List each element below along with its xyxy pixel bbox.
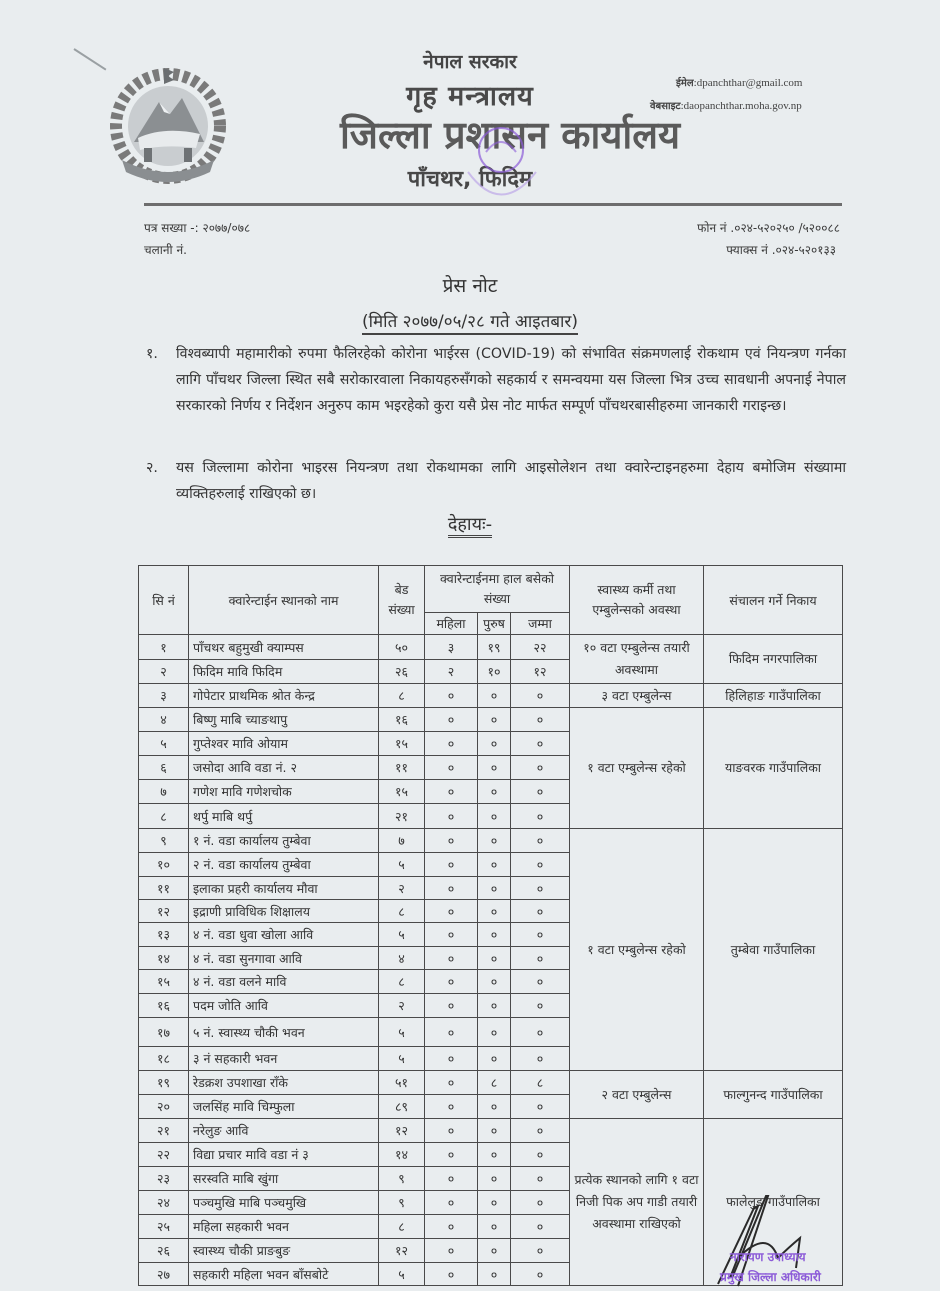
signatory-name: नारायण उपाध्याय xyxy=(730,1250,806,1264)
row-female: ० xyxy=(425,947,478,970)
row-female: ० xyxy=(425,994,478,1018)
phone-number: फोन नं .०२४-५२०२५० /५२००८८ xyxy=(697,221,840,235)
header-name: क्वारेन्टाईन स्थानको नाम xyxy=(189,566,379,635)
row-total: ० xyxy=(511,804,570,829)
row-female: ० xyxy=(425,900,478,923)
row-female: ० xyxy=(425,684,478,708)
row-male: ० xyxy=(478,900,511,923)
row-sn: ८ xyxy=(139,804,189,829)
row-total: ० xyxy=(511,1191,570,1215)
row-male: ० xyxy=(478,853,511,877)
dehay-heading xyxy=(0,512,940,536)
office-stamp xyxy=(456,122,546,212)
row-total: ० xyxy=(511,1095,570,1119)
paragraph-text: विश्वब्यापी महामारीको रुपमा फैलिरहेको कोरोना भाईरस (COVID-19) को संभावित संक्रमणलाई रोकथाम एवं नियन्त्रण गर्नका लागि पाँचथर जिल्ला स्थित सबै सरोकारवाला निकायहरुसँगको सहकार्य र समन्वयमा यस जिल्ला भित्र उच्च सावधानी अपनाई नेपाल सरकारको निर्णय र निर्देशन अनुरुप काम भइरहेको कुरा यसै प्रेस नोट मार्फत सम्पूर्ण पाँचथरबासीहरुमा जानकारी गराइन्छ। xyxy=(176,346,846,414)
row-beds: ५ xyxy=(379,853,425,877)
row-beds: ८ xyxy=(379,900,425,923)
row-sn: ६ xyxy=(139,756,189,780)
row-name: गोपेटार प्राथमिक श्रोत केन्द्र xyxy=(189,684,379,708)
row-health-status: २ वटा एम्बुलेन्स xyxy=(570,1071,704,1119)
paragraph-2 xyxy=(146,455,846,507)
header-total: जम्मा xyxy=(511,613,570,635)
row-male: ० xyxy=(478,1263,511,1286)
paragraph-1 xyxy=(146,341,846,419)
row-female: ३ xyxy=(425,635,478,660)
row-sn: १७ xyxy=(139,1018,189,1047)
row-sn: ११ xyxy=(139,877,189,900)
table-row xyxy=(139,635,843,660)
table-row xyxy=(139,829,843,853)
row-total: ० xyxy=(511,853,570,877)
header-beds: बेड संख्या xyxy=(379,566,425,635)
row-name: जसोदा आवि वडा नं. २ xyxy=(189,756,379,780)
row-sn: २६ xyxy=(139,1239,189,1263)
row-name: रेडक्रश उपशाखा राँके xyxy=(189,1071,379,1095)
row-beds: ५ xyxy=(379,1047,425,1071)
row-female: ० xyxy=(425,1167,478,1191)
row-sn: १० xyxy=(139,853,189,877)
row-male: ० xyxy=(478,1239,511,1263)
row-health-status: १ वटा एम्बुलेन्स रहेको xyxy=(570,708,704,829)
row-male: ० xyxy=(478,1018,511,1047)
row-name: १ नं. वडा कार्यालय तुम्बेवा xyxy=(189,829,379,853)
row-female: ० xyxy=(425,877,478,900)
row-name: सहकारी महिला भवन बाँसबोटे xyxy=(189,1263,379,1286)
website-link[interactable]: daopanchthar.moha.gov.np xyxy=(683,100,802,112)
row-sn: ३ xyxy=(139,684,189,708)
row-beds: ५ xyxy=(379,923,425,947)
row-total: ० xyxy=(511,877,570,900)
row-name: महिला सहकारी भवन xyxy=(189,1215,379,1239)
row-operator: तुम्बेवा गाउँपालिका xyxy=(704,829,843,1071)
row-name: सरस्वति माबि खुंगा xyxy=(189,1167,379,1191)
row-name: गणेश मावि गणेशचोक xyxy=(189,780,379,804)
row-female: ० xyxy=(425,970,478,994)
row-beds: २ xyxy=(379,877,425,900)
row-sn: २३ xyxy=(139,1167,189,1191)
row-male: १० xyxy=(478,660,511,684)
row-female: ० xyxy=(425,1239,478,1263)
row-beds: १५ xyxy=(379,780,425,804)
paragraph-text: यस जिल्लामा कोरोना भाइरस नियन्त्रण तथा रोकथामका लागि आइसोलेशन तथा क्वारेन्टाइनहरुमा देहाय बमोजिम संख्यामा व्यक्तिहरुलाई राखिएको छ। xyxy=(176,460,846,502)
date-text: (मिति २०७७/०५/२८ गते आइतबार) xyxy=(362,312,578,335)
row-total: ० xyxy=(511,1215,570,1239)
row-male: ० xyxy=(478,756,511,780)
row-female: ० xyxy=(425,804,478,829)
table-row xyxy=(139,1119,843,1143)
row-name: गुप्तेश्वर मावि ओयाम xyxy=(189,732,379,756)
header-female: महिला xyxy=(425,613,478,635)
row-male: ० xyxy=(478,708,511,732)
row-beds: ७ xyxy=(379,829,425,853)
email-line: ईमेल:dpanchthar@gmail.com xyxy=(676,77,803,89)
row-name: २ नं. वडा कार्यालय तुम्बेवा xyxy=(189,853,379,877)
row-operator: फालेलुङ गाउँपालिका xyxy=(704,1119,843,1286)
row-female: ० xyxy=(425,756,478,780)
row-sn: २५ xyxy=(139,1215,189,1239)
quarantine-table xyxy=(138,565,843,1286)
row-female: ० xyxy=(425,1215,478,1239)
row-female: ० xyxy=(425,829,478,853)
row-beds: ८ xyxy=(379,684,425,708)
row-male: ० xyxy=(478,1119,511,1143)
row-male: ० xyxy=(478,994,511,1018)
row-sn: २७ xyxy=(139,1263,189,1286)
row-total: ० xyxy=(511,1167,570,1191)
row-beds: ५१ xyxy=(379,1071,425,1095)
row-total: ० xyxy=(511,1119,570,1143)
row-name: ३ नं सहकारी भवन xyxy=(189,1047,379,1071)
row-male: ० xyxy=(478,1167,511,1191)
row-total: ० xyxy=(511,947,570,970)
row-beds: १४ xyxy=(379,1143,425,1167)
row-female: ० xyxy=(425,1018,478,1047)
fax-number: फ्याक्स नं .०२४-५२०१३३ xyxy=(726,243,836,257)
row-total: ८ xyxy=(511,1071,570,1095)
row-sn: १५ xyxy=(139,970,189,994)
row-male: ८ xyxy=(478,1071,511,1095)
email-label: ईमेल xyxy=(676,78,694,89)
row-male: ० xyxy=(478,684,511,708)
signature-block xyxy=(708,1188,848,1288)
dispatch-number: चलानी नं. xyxy=(144,243,187,257)
row-beds: ८ xyxy=(379,970,425,994)
email-link[interactable]: dpanchthar@gmail.com xyxy=(696,77,803,89)
row-female: ० xyxy=(425,1071,478,1095)
dehay-text: देहायः- xyxy=(448,514,492,538)
row-name: विद्या प्रचार मावि वडा नं ३ xyxy=(189,1143,379,1167)
press-note-date xyxy=(0,309,940,332)
row-female: ० xyxy=(425,732,478,756)
office-location: पाँचथर, फिदिम xyxy=(407,167,533,192)
row-total: ० xyxy=(511,780,570,804)
row-male: ० xyxy=(478,829,511,853)
row-total: ० xyxy=(511,994,570,1018)
row-sn: २४ xyxy=(139,1191,189,1215)
row-beds: २६ xyxy=(379,660,425,684)
press-note-title: प्रेस नोट xyxy=(442,275,498,297)
row-beds: ९ xyxy=(379,1167,425,1191)
row-male: ० xyxy=(478,947,511,970)
row-sn: १ xyxy=(139,635,189,660)
row-total: ० xyxy=(511,829,570,853)
table-row xyxy=(139,684,843,708)
row-sn: ५ xyxy=(139,732,189,756)
row-name: थर्पु माबि थर्पु xyxy=(189,804,379,829)
row-beds: २ xyxy=(379,994,425,1018)
row-name: बिष्णु माबि च्याङथापु xyxy=(189,708,379,732)
header-male: पुरुष xyxy=(478,613,511,635)
row-sn: १९ xyxy=(139,1071,189,1095)
row-health-status: प्रत्येक स्थानको लागि १ वटा निजी पिक अप गाडी तयारी अवस्थामा राखिएको xyxy=(570,1119,704,1286)
row-name: ४ नं. वडा वलने मावि xyxy=(189,970,379,994)
row-name: स्वास्थ्य चौकी प्राङबुङ xyxy=(189,1239,379,1263)
row-female: ० xyxy=(425,708,478,732)
row-total: ० xyxy=(511,900,570,923)
row-beds: ५ xyxy=(379,1263,425,1286)
row-sn: १२ xyxy=(139,900,189,923)
row-beds: ५० xyxy=(379,635,425,660)
row-total: ० xyxy=(511,708,570,732)
ministry-name: गृह मन्त्रालय xyxy=(406,81,534,112)
row-name: इद्राणी प्राविधिक शिक्षालय xyxy=(189,900,379,923)
paragraph-number: २. xyxy=(146,460,158,476)
row-health-status: १० वटा एम्बुलेन्स तयारी अवस्थामा xyxy=(570,635,704,684)
row-total: ० xyxy=(511,1239,570,1263)
row-beds: ८९ xyxy=(379,1095,425,1119)
row-beds: ८ xyxy=(379,1215,425,1239)
row-total: ० xyxy=(511,1143,570,1167)
row-name: ४ नं. वडा सुनगावा आवि xyxy=(189,947,379,970)
row-female: ० xyxy=(425,1095,478,1119)
row-beds: १२ xyxy=(379,1119,425,1143)
row-health-status: ३ वटा एम्बुलेन्स xyxy=(570,684,704,708)
row-male: ० xyxy=(478,877,511,900)
row-name: पदम जोति आवि xyxy=(189,994,379,1018)
row-total: ० xyxy=(511,684,570,708)
row-sn: ४ xyxy=(139,708,189,732)
government-name: नेपाल सरकार xyxy=(423,51,517,73)
row-total: ० xyxy=(511,1018,570,1047)
row-beds: ५ xyxy=(379,1018,425,1047)
row-female: ० xyxy=(425,1143,478,1167)
row-beds: २१ xyxy=(379,804,425,829)
row-name: पञ्चमुखि माबि पञ्चमुखि xyxy=(189,1191,379,1215)
row-beds: ९ xyxy=(379,1191,425,1215)
row-sn: ९ xyxy=(139,829,189,853)
row-sn: १३ xyxy=(139,923,189,947)
row-total: ० xyxy=(511,1047,570,1071)
row-female: ० xyxy=(425,1047,478,1071)
row-male: ० xyxy=(478,1143,511,1167)
row-sn: १४ xyxy=(139,947,189,970)
row-total: १२ xyxy=(511,660,570,684)
row-name: फिदिम मावि फिदिम xyxy=(189,660,379,684)
row-beds: १२ xyxy=(379,1239,425,1263)
row-male: ० xyxy=(478,1047,511,1071)
row-beds: १६ xyxy=(379,708,425,732)
table-row xyxy=(139,1071,843,1095)
row-beds: ११ xyxy=(379,756,425,780)
row-total: ० xyxy=(511,970,570,994)
row-beds: ४ xyxy=(379,947,425,970)
paragraph-number: १. xyxy=(146,346,158,362)
row-operator: हिलिहाङ गाउँपालिका xyxy=(704,684,843,708)
row-female: ० xyxy=(425,1191,478,1215)
row-male: ० xyxy=(478,1215,511,1239)
row-operator: याङवरक गाउँपालिका xyxy=(704,708,843,829)
letterhead-divider xyxy=(144,203,842,206)
row-female: ० xyxy=(425,853,478,877)
row-female: ० xyxy=(425,780,478,804)
row-operator: फिदिम नगरपालिका xyxy=(704,635,843,684)
row-sn: ७ xyxy=(139,780,189,804)
row-sn: २१ xyxy=(139,1119,189,1143)
row-female: २ xyxy=(425,660,478,684)
row-total: ० xyxy=(511,756,570,780)
row-sn: १६ xyxy=(139,994,189,1018)
website-label: वेबसाइट xyxy=(650,101,681,112)
row-male: ० xyxy=(478,732,511,756)
row-male: ० xyxy=(478,1095,511,1119)
row-sn: १८ xyxy=(139,1047,189,1071)
row-total: ० xyxy=(511,923,570,947)
office-name: जिल्ला प्रशासन कार्यालय xyxy=(339,113,681,157)
row-female: ० xyxy=(425,1263,478,1286)
row-female: ० xyxy=(425,1119,478,1143)
row-sn: २ xyxy=(139,660,189,684)
row-operator: फाल्गुनन्द गाउँपालिका xyxy=(704,1071,843,1119)
row-name: जलसिंह मावि चिम्फुला xyxy=(189,1095,379,1119)
row-total: २२ xyxy=(511,635,570,660)
header-health: स्वास्थ्य कर्मी तथा एम्बुलेन्सको अवस्था xyxy=(570,566,704,635)
row-male: ० xyxy=(478,780,511,804)
row-male: ० xyxy=(478,923,511,947)
signatory-title: प्रमुख जिल्ला अधिकारी xyxy=(720,1270,821,1284)
header-operator: संचालन गर्ने निकाय xyxy=(704,566,843,635)
table-row xyxy=(139,708,843,732)
row-male: ० xyxy=(478,970,511,994)
row-total: ० xyxy=(511,1263,570,1286)
website-line: वेबसाइट:daopanchthar.moha.gov.np xyxy=(650,100,802,112)
row-female: ० xyxy=(425,923,478,947)
row-beds: १५ xyxy=(379,732,425,756)
row-name: इलाका प्रहरी कार्यालय मौवा xyxy=(189,877,379,900)
row-male: ० xyxy=(478,1191,511,1215)
row-male: ० xyxy=(478,804,511,829)
row-name: ४ नं. वडा धुवा खोला आवि xyxy=(189,923,379,947)
header-sn: सि नं xyxy=(139,566,189,635)
row-health-status: १ वटा एम्बुलेन्स रहेको xyxy=(570,829,704,1071)
header-current: क्वारेन्टाईनमा हाल बसेको संख्या xyxy=(425,566,570,613)
row-total: ० xyxy=(511,732,570,756)
letter-number: पत्र सख्या -: २०७७/०७८ xyxy=(144,221,251,235)
row-name: पाँचथर बहुमुखी क्याम्पस xyxy=(189,635,379,660)
row-male: १९ xyxy=(478,635,511,660)
row-sn: २२ xyxy=(139,1143,189,1167)
row-name: ५ नं. स्वास्थ्य चौकी भवन xyxy=(189,1018,379,1047)
row-sn: २० xyxy=(139,1095,189,1119)
row-name: नरेलुङ आवि xyxy=(189,1119,379,1143)
